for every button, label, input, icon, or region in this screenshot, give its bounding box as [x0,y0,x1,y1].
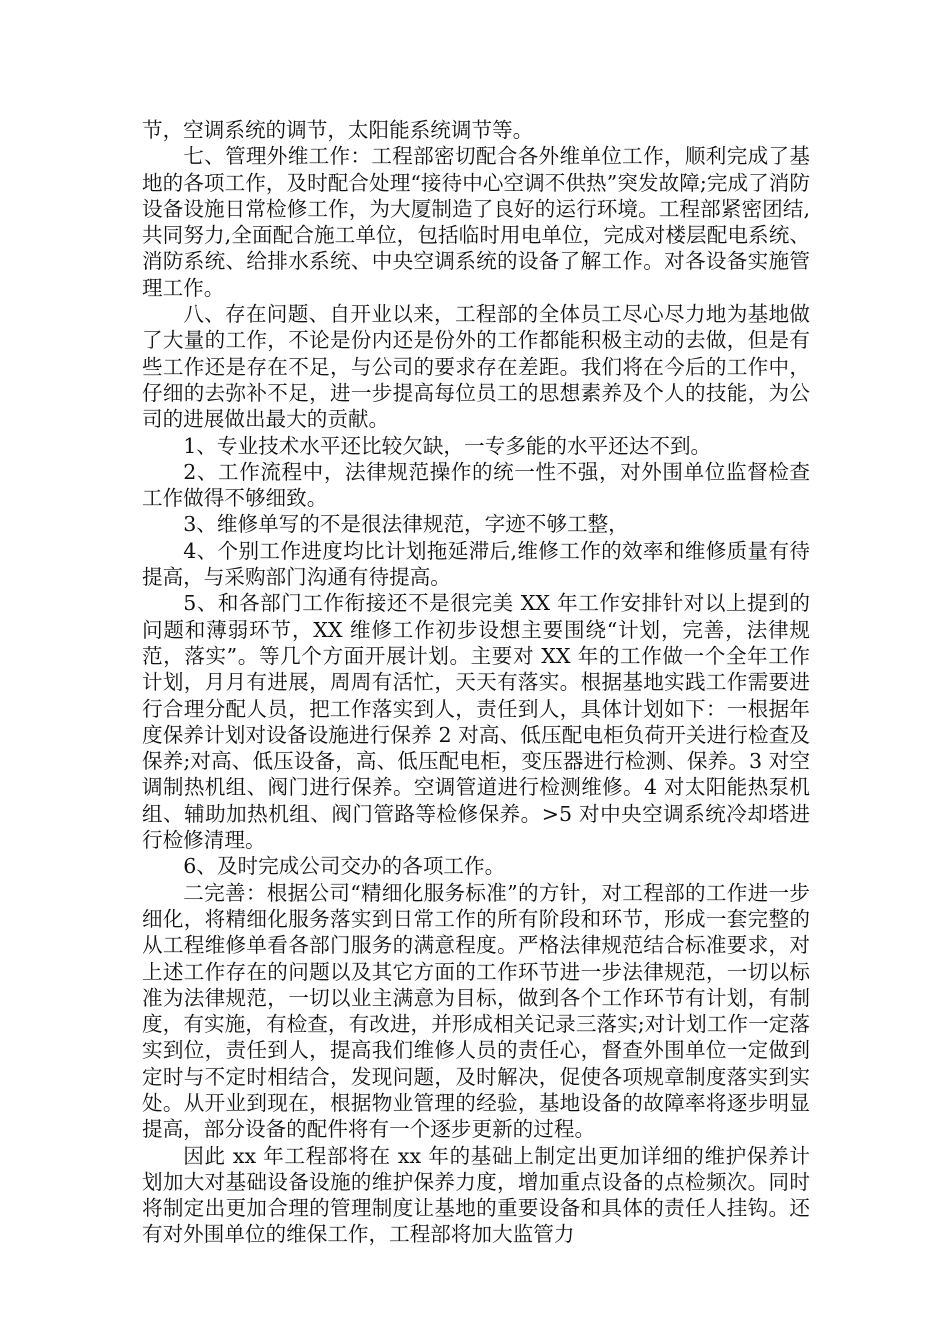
paragraph: 二完善：根据公司“精细化服务标准”的方针，对工程部的工作进一步细化，将精细化服务落实到日常工作的所有阶段和环节，形成一套完整的从工程维修单看各部门服务的满意程度。严格法律规范结合标准要求，对上述工作存在的问题以及其它方面的工作环节进一步法律规范，一切以标准为法律规范，一切以业主满意为目标，做到各个工作环节有计划，有制度，有实施，有检查，有改进，并形成相关记录三落实;对计划工作一定落实到位，责任到人，提高我们维修人员的责任心，督查外围单位一定做到定时与不定时相结合，发现问题，及时解决，促使各项规章制度落实到实处。从开业到现在，根据物业管理的经验，基地设备的故障率将逐步明显提高，部分设备的配件将有一个逐步更新的过程。 [142,880,810,1142]
list-item: 6、及时完成公司交办的各项工作。 [183,854,506,879]
list-item: 5、和各部门工作衔接还不是很完美 XX 年工作安排针对以上提到的问题和薄弱环节，XX 维修工作初步设想主要围绕“计划，完善，法律规范，落实”。等几个方面开展计划。主要对 XX 年的工作做一个全年工作计划，月月有进展，周周有活忙，天天有落实。根据基地实践工作需要进行合理分配人员，把工作落实到人，责任到人，具体计划如下：一根据年度保养计划对设备设施进行保养 2 对高、低压配电柜负荷开关进行检查及保养;对高、低压设备，高、低压配电柜，变压器进行检测、保养。3 对空调制热机组、阀门进行保养。空调管道进行检测维修。4 对太阳能热泵机组、辅助加热机组、阀门管路等检修保养。>5 对中央空调系统冷却塔进行检修清理。 [142,591,810,853]
list-item: 4、个别工作进度均比计划拖延滞后,维修工作的效率和维修质量有待提高，与采购部门沟通有待提高。 [142,538,810,590]
list-item: 3、维修单写的不是很法律规范，字迹不够工整， [183,512,629,537]
paragraph: 八、存在问题、自开业以来，工程部的全体员工尽心尽力地为基地做了大量的工作，不论是份内还是份外的工作都能积极主动的去做，但是有些工作还是存在不足，与公司的要求存在差距。我们将在今后的工作中，仔细的去弥补不足，进一步提高每位员工的思想素养及个人的技能，为公司的进展做出最大的贡献。 [142,302,810,432]
list-item: 2、工作流程中，法律规范操作的统一性不强，对外围单位监督检查工作做得不够细致。 [142,459,810,511]
paragraph: 因此 xx 年工程部将在 xx 年的基础上制定出更加详细的维护保养计划加大对基础设备设施的维护保养力度，增加重点设备的点检频次。同时将制定出更加合理的管理制度让基地的重要设备和具体的责任人挂钩。还有对外围单位的维保工作，工程部将加大监管力 [142,1143,810,1247]
paragraph: 节，空调系统的调节，太阳能系统调节等。 [142,118,534,142]
document-page [142,117,810,1248]
list-item: 1、专业技术水平还比较欠缺，一专多能的水平还达不到。 [183,433,712,458]
paragraph: 七、管理外维工作：工程部密切配合各外维单位工作，顺利完成了基地的各项工作，及时配合处理“接待中心空调不供热”突发故障;完成了消防设备设施日常检修工作，为大厦制造了良好的运行环境。工程部紧密团结,共同努力,全面配合施工单位，包括临时用电单位，完成对楼层配电系统、消防系统、给排水系统、中央空调系统的设备了解工作。对各设备实施管理工作。 [142,144,810,300]
